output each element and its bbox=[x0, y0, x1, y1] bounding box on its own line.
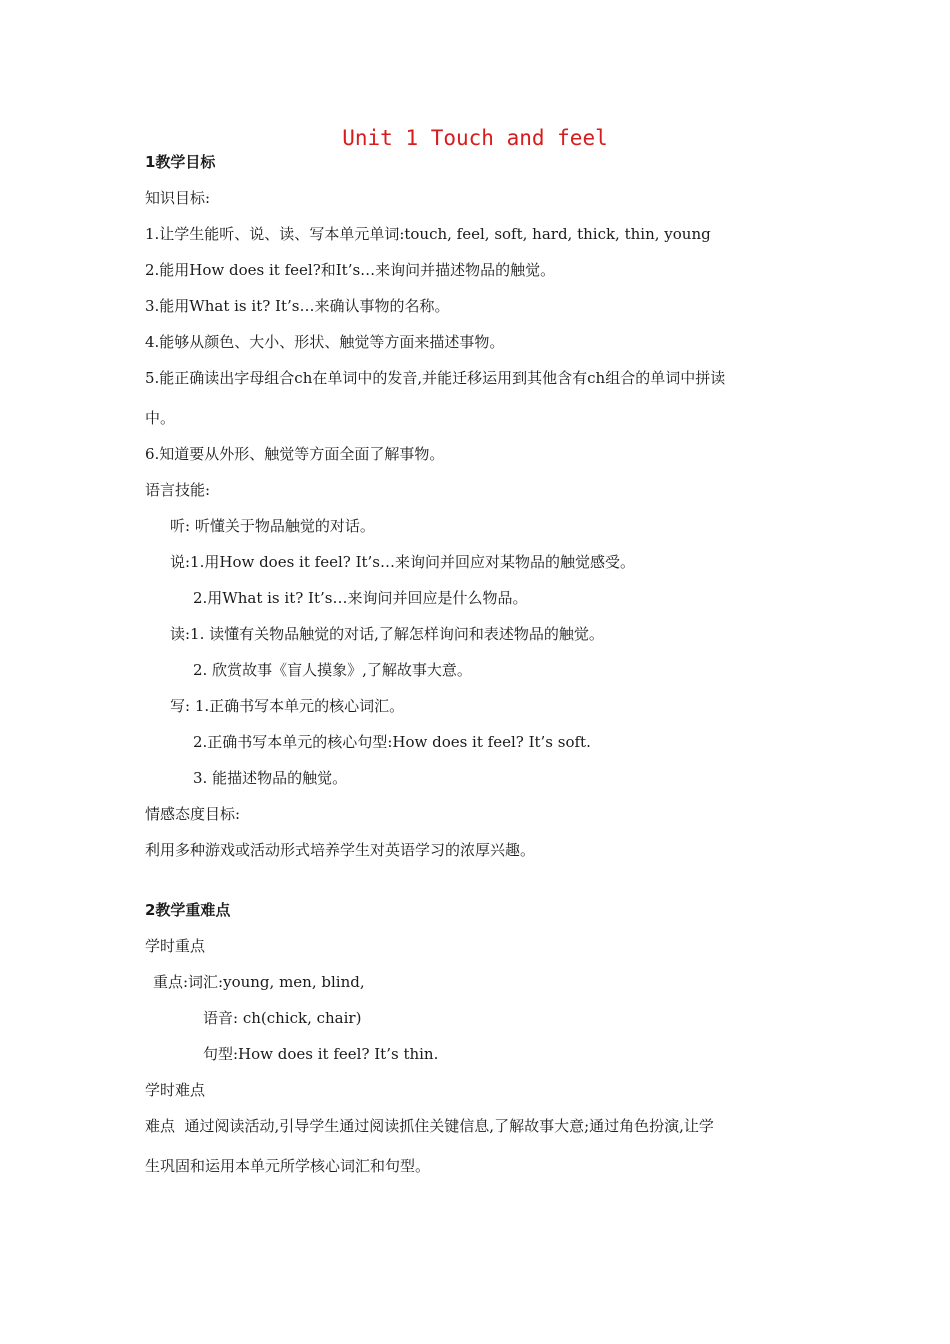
knowledge-item: 4.能够从颜色、大小、形状、触觉等方面来描述事物。 bbox=[145, 333, 505, 351]
knowledge-item: 6.知道要从外形、触觉等方面全面了解事物。 bbox=[145, 445, 445, 463]
attitude-goals-text: 利用多种游戏或活动形式培养学生对英语学习的浓厚兴趣。 bbox=[145, 841, 536, 859]
knowledge-item: 5.能正确读出字母组合ch在单词中的发音,并能迁移运用到其他含有ch组合的单词中拼读 bbox=[145, 369, 726, 387]
section-heading-objectives: 1教学目标 bbox=[145, 153, 216, 171]
knowledge-item: 2.能用How does it feel?和It’s…来询问并描述物品的触觉。 bbox=[145, 261, 556, 279]
knowledge-item: 1.让学生能听、说、读、写本单元单词:touch, feel, soft, hard, thick, thin, young bbox=[145, 225, 711, 243]
knowledge-item: 中。 bbox=[145, 409, 176, 427]
skill-line: 读:1. 读懂有关物品触觉的对话,了解怎样询问和表述物品的触觉。 bbox=[170, 625, 604, 643]
skill-line: 写: 1.正确书写本单元的核心词汇。 bbox=[170, 697, 405, 715]
skill-line: 2. 欣赏故事《盲人摸象》,了解故事大意。 bbox=[193, 661, 472, 679]
skill-line: 2.正确书写本单元的核心句型:How does it feel? It’s soft. bbox=[193, 733, 591, 751]
key-points-label: 学时重点 bbox=[145, 937, 206, 955]
skill-line: 3. 能描述物品的触觉。 bbox=[193, 769, 348, 787]
key-point-line: 语音: ch(chick, chair) bbox=[203, 1009, 362, 1027]
document-title: Unit 1 Touch and feel bbox=[342, 126, 608, 150]
skill-line: 说:1.用How does it feel? It’s…来询问并回应对某物品的触觉感受。 bbox=[170, 553, 635, 571]
difficult-point-line: 难点 通过阅读活动,引导学生通过阅读抓住关键信息,了解故事大意;通过角色扮演,让学 bbox=[145, 1117, 714, 1135]
section-heading-key-points: 2教学重难点 bbox=[145, 901, 231, 919]
attitude-goals-label: 情感态度目标: bbox=[145, 805, 241, 823]
difficult-point-line: 生巩固和运用本单元所学核心词汇和句型。 bbox=[145, 1157, 431, 1175]
skill-line: 2.用What is it? It’s…来询问并回应是什么物品。 bbox=[193, 589, 528, 607]
key-point-line: 句型:How does it feel? It’s thin. bbox=[203, 1045, 439, 1063]
key-point-line: 重点:词汇:young, men, blind, bbox=[153, 973, 365, 991]
language-skills-label: 语言技能: bbox=[145, 481, 211, 499]
knowledge-goals-label: 知识目标: bbox=[145, 189, 211, 207]
difficult-points-label: 学时难点 bbox=[145, 1081, 206, 1099]
knowledge-item: 3.能用What is it? It’s…来确认事物的名称。 bbox=[145, 297, 450, 315]
skill-line: 听: 听懂关于物品触觉的对话。 bbox=[170, 517, 375, 535]
